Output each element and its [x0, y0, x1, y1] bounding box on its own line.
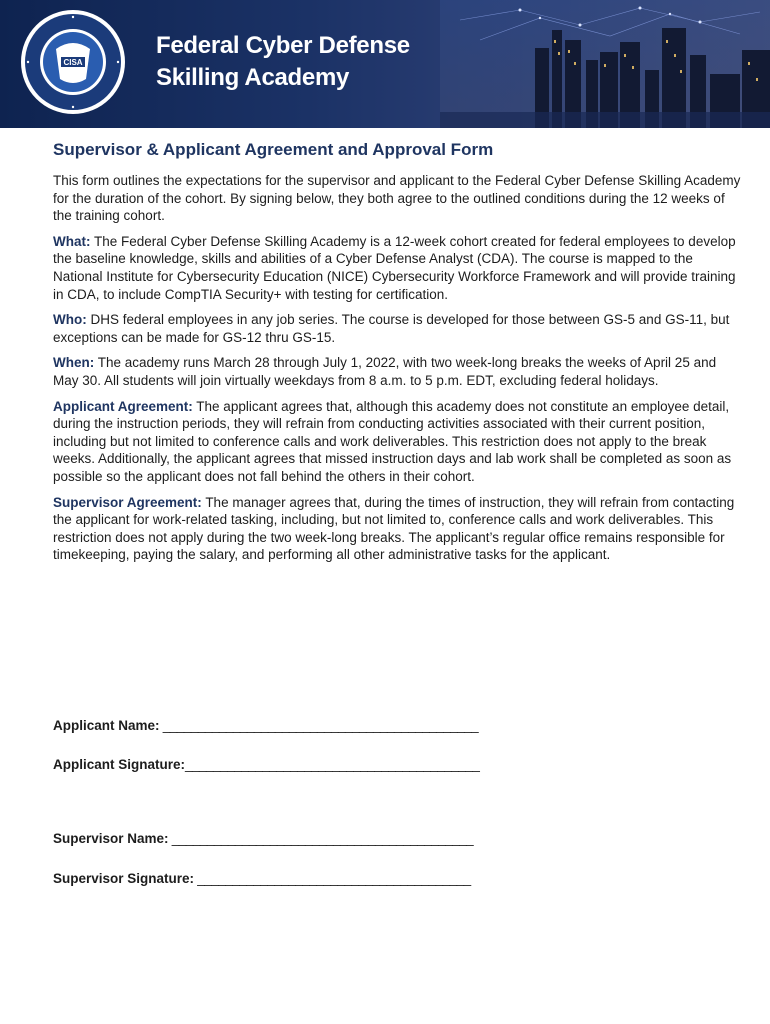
form-body: [53, 140, 745, 572]
section-when-text: The academy runs March 28 through July 1, 2022, with two week-long breaks the weeks of April 25 and May 30. All students will join virtually weekdays from 8 a.m. to 5 p.m. EDT, excluding federal holidays.: [53, 355, 717, 388]
supervisor-name-field[interactable]: [53, 831, 473, 846]
header-banner: [0, 0, 770, 128]
supervisor-name-label: Supervisor Name:: [53, 831, 169, 846]
seal-cisa-text: CISA: [63, 58, 83, 67]
applicant-name-field[interactable]: [53, 718, 478, 733]
city-skyline-image: [440, 0, 770, 128]
section-when: [53, 354, 745, 389]
section-applicant-agreement: [53, 398, 745, 486]
supervisor-signature-field[interactable]: [53, 871, 471, 886]
section-supervisor-agreement-label: Supervisor Agreement:: [53, 494, 202, 510]
section-when-label: When:: [53, 355, 95, 371]
intro-paragraph: This form outlines the expectations for the supervisor and applicant to the Federal Cyber Defense Skilling Academy for the duration of the cohort. By signing below, they both agree to the outlined conditions during the 12 weeks of the training cohort.: [53, 173, 741, 224]
section-what: [53, 233, 745, 303]
cisa-seal-logo: [20, 9, 126, 115]
supervisor-name-line[interactable]: ___________________________________________: [168, 831, 474, 846]
section-supervisor-agreement: [53, 494, 745, 564]
section-who: [53, 311, 745, 346]
form-title: Supervisor & Applicant Agreement and Approval Form: [53, 140, 494, 159]
section-who-text: DHS federal employees in any job series. The course is developed for those between GS-5 and GS-11, but exceptions can be made for GS-12 thru GS-15.: [53, 312, 730, 345]
banner-title: [156, 30, 410, 94]
applicant-signature-line[interactable]: __________________________________________: [185, 757, 480, 772]
applicant-name-label: Applicant Name:: [53, 718, 160, 733]
supervisor-signature-label: Supervisor Signature:: [53, 871, 195, 886]
section-supervisor-agreement-text: The manager agrees that, during the times of instruction, they will refrain from contacting the applicant for work-related tasking, including, but not limited to, conference calls and work deliverables. This restriction does not apply during the two week-long breaks. The applicant’s regular office remains responsible for timekeeping, paying the salary, and performing all other administrative tasks for the applicant.: [53, 494, 735, 563]
section-what-label: What:: [53, 233, 91, 249]
banner-title-line1: Federal Cyber Defense: [156, 32, 410, 59]
applicant-name-line[interactable]: _____________________________________________: [159, 718, 479, 733]
section-who-label: Who:: [53, 312, 87, 328]
banner-title-line2: Skilling Academy: [156, 64, 350, 91]
applicant-signature-label: Applicant Signature:: [53, 757, 186, 772]
section-applicant-agreement-label: Applicant Agreement:: [53, 398, 193, 414]
supervisor-signature-line[interactable]: _______________________________________: [194, 871, 471, 886]
section-what-text: The Federal Cyber Defense Skilling Academy is a 12-week cohort created for federal employees to develop the baseline knowledge, skills and abilities of a Cyber Defense Analyst (CDA). The course is mapped to the National Institute for Cybersecurity Education (NICE) Cybersecurity Workforce Framework and will provide training in CDA, to include CompTIA Security+ with testing for certification.: [53, 233, 736, 302]
section-applicant-agreement-text: The applicant agrees that, although this academy does not constitute an employee detail, during the instruction periods, they will refrain from conducting activities associated with their current position, including but not limited to conference calls and work deliverables. This restriction does not apply to the break weeks. Additionally, the applicant agrees that missed instruction days and lab work shall be completed as soon as possible so the applicant does not fall behind the others in their cohort.: [53, 398, 732, 484]
applicant-signature-field[interactable]: [53, 757, 479, 772]
